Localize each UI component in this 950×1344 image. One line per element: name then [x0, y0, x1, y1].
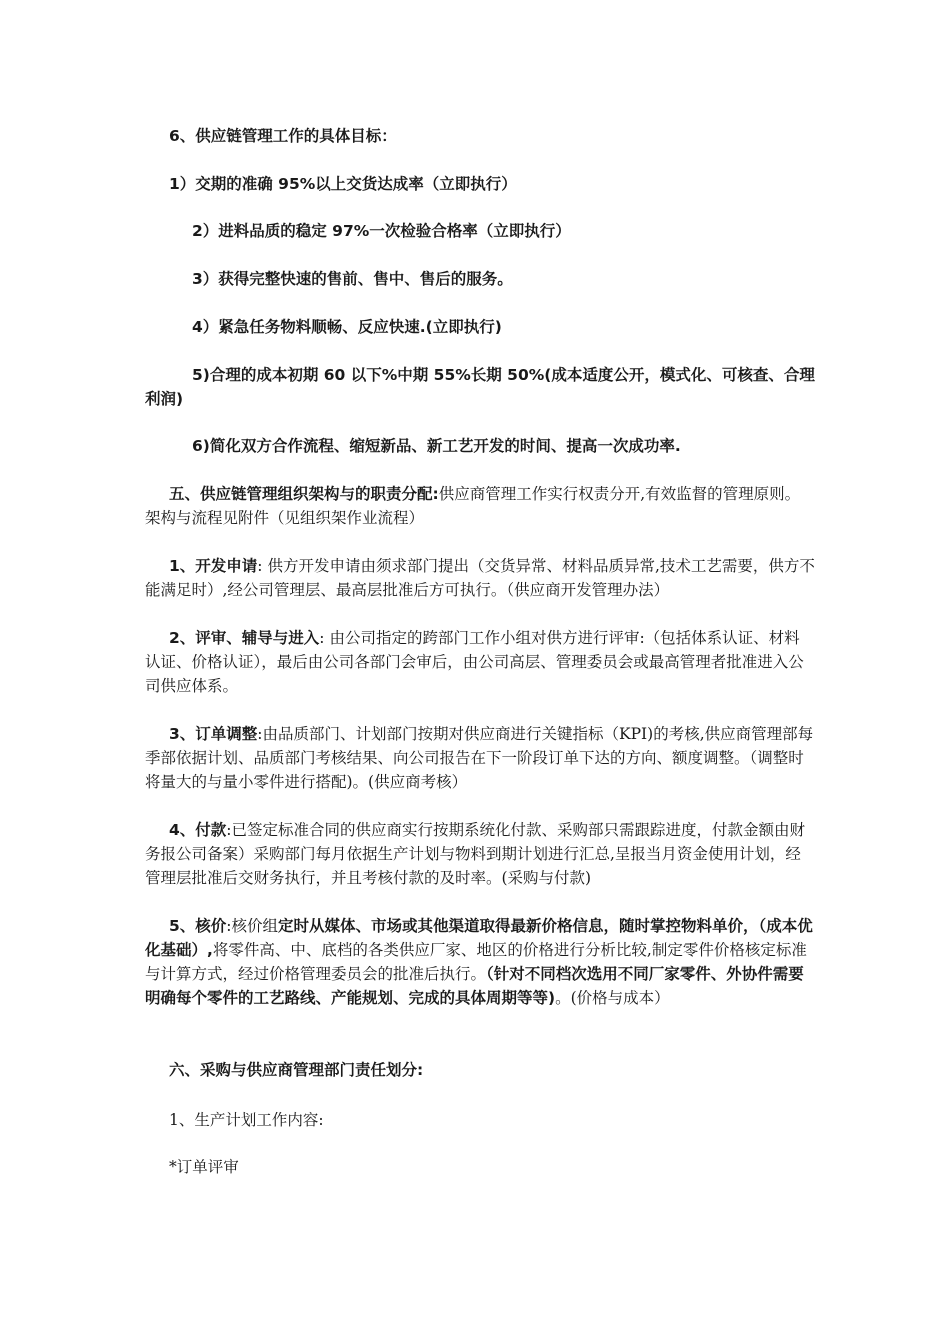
goal-4: 4）紧急任务物料顺畅、反应快速.(立即执行): [192, 318, 502, 336]
item-5-text-c: 将零件高、中、底档的各类供应厂家、地区的价格进行分析比较,制定零件价格核定标准与计算方式，经过价格管理委员会的批准后执行。: [145, 941, 807, 983]
section-5-text: 供应商管理工作实行权责分开,有效监督的管理原则。架构与流程见附件（见组织架作业流程）: [145, 485, 801, 527]
item-3-text: :由品质部门、计划部门按期对供应商进行关键指标（KPI)的考核,供应商管理部每季部依据计划、品质部门考核结果、向公司报告在下一阶段订单下达的方向、额度调整。（调整时将量大的与量小零件进行搭配)。(供应商考核）: [145, 725, 814, 791]
item-payment: [145, 818, 815, 890]
item-2-text: : 由公司指定的跨部门工作小组对供方进行评审:（包括体系认证、材料认证、价格认证），最后由公司各部门会审后，由公司高层、管理委员会或最高管理者批准进入公司供应体系。: [145, 629, 804, 695]
item-4-title: 4、付款: [169, 821, 227, 839]
item-5-text-e: 。(价格与成本）: [555, 989, 670, 1007]
goal-3: 3）获得完整快速的售前、售中、售后的服务。: [192, 270, 513, 288]
item-development-application: [145, 554, 815, 602]
goal-1: 1）交期的准确 95%以上交货达成率（立即执行）: [169, 175, 517, 193]
item-3-title: 3、订单调整: [169, 725, 258, 743]
order-review-item: *订单评审: [169, 1158, 239, 1176]
item-5-text-a: :核价组: [226, 917, 279, 935]
goal-2: 2）进料品质的稳定 97%一次检验合格率（立即执行）: [192, 222, 571, 240]
section-5-paragraph: [145, 482, 815, 530]
item-5-text-b: 定时从媒体、市场或其他渠道取得最新价格信息，随时掌控物料单价，（成本优化基础）,: [145, 917, 813, 959]
goal-5: 5)合理的成本初期 60 以下%中期 55%长期 50%(成本适度公开，模式化、可核查、合理利润): [145, 366, 815, 408]
item-evaluation: [145, 626, 815, 698]
section-6-heading: 6、供应链管理工作的具体目标：: [169, 127, 397, 145]
item-1-title: 1、开发申请: [169, 557, 258, 575]
section-5-heading: 五、供应链管理组织架构与的职责分配:: [169, 485, 439, 503]
item-5-title: 5、核价: [169, 917, 227, 935]
item-4-text: :已签定标准合同的供应商实行按期系统化付款、采购部只需跟踪进度，付款金额由财务报公司备案）采购部门每月依据生产计划与物料到期计划进行汇总,呈报当月资金使用计划，经管理层批准后交财务执行，并且考核付款的及时率。(采购与付款): [145, 821, 806, 887]
item-order-adjustment: [145, 722, 815, 794]
item-5-text-d: （针对不同档次选用不同厂家零件、外协件需要明确每个零件的工艺路线、产能规划、完成的具体周期等等): [145, 965, 804, 1007]
goal-6: 6)简化双方合作流程、缩短新品、新工艺开发的时间、提高一次成功率.: [192, 437, 681, 455]
item-pricing: [145, 914, 815, 1010]
section-6b-heading: 六、采购与供应商管理部门责任划分:: [169, 1061, 424, 1079]
production-plan-heading: 1、生产计划工作内容:: [169, 1111, 324, 1129]
item-2-title: 2、评审、辅导与进入: [169, 629, 320, 647]
item-1-text: : 供方开发申请由须求部门提出（交货异常、材料品质异常,技术工艺需要，供方不能满足时）,经公司管理层、最高层批准后方可执行。（供应商开发管理办法）: [145, 557, 815, 599]
